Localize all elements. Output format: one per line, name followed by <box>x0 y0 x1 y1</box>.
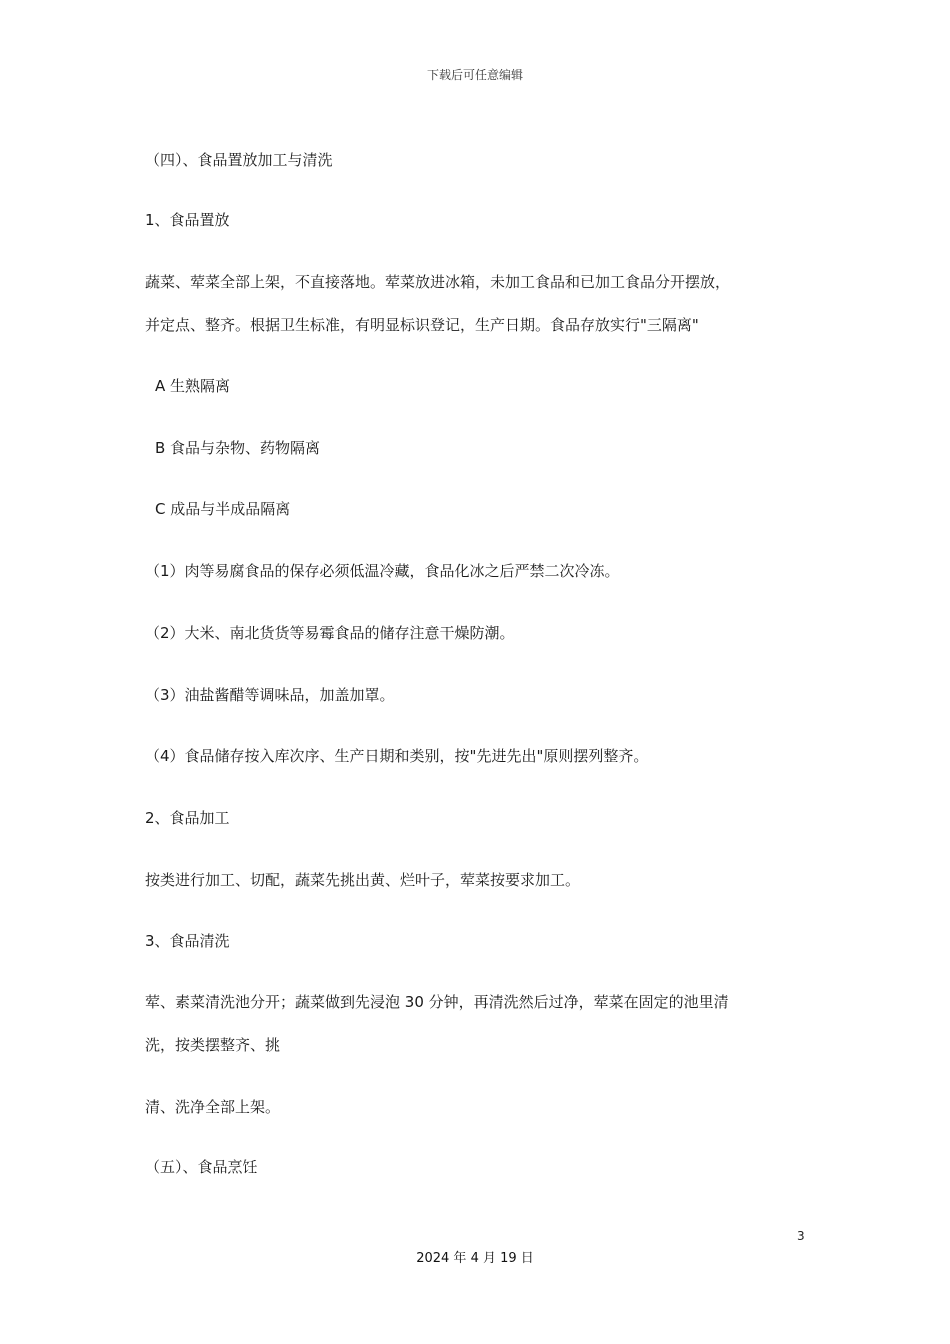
section-heading-5: （五）、食品烹饪 <box>145 1158 258 1176</box>
numbered-item-2: （2）大米、南北货货等易霉食品的储存注意干燥防潮。 <box>145 624 515 642</box>
list-item-a: A 生熟隔离 <box>155 377 231 395</box>
paragraph-line: 荤、素菜清洗池分开；蔬菜做到先浸泡 30 分钟，再清洗然后过净，荤菜在固定的池里清 <box>145 993 729 1011</box>
footer-date: 2024 年 4 月 19 日 <box>416 1251 534 1266</box>
page-number: 3 <box>797 1229 805 1243</box>
list-item-b: B 食品与杂物、药物隔离 <box>155 439 321 457</box>
paragraph-line: 并定点、整齐。根据卫生标准，有明显标识登记，生产日期。食品存放实行"三隔离" <box>145 316 699 334</box>
page-header: 下载后可任意编辑 <box>426 68 523 82</box>
numbered-item-3: （3）油盐酱醋等调味品，加盖加罩。 <box>145 686 395 704</box>
subheading-food-washing: 3、食品清洗 <box>145 932 230 950</box>
numbered-item-4: （4）食品储存按入库次序、生产日期和类别，按"先进先出"原则摆列整齐。 <box>145 747 649 765</box>
list-item-c: C 成品与半成品隔离 <box>155 500 291 518</box>
paragraph-line: 清、洗净全部上架。 <box>145 1098 281 1116</box>
section-heading-4: （四）、食品置放加工与清洗 <box>145 151 333 169</box>
paragraph-line: 按类进行加工、切配，蔬菜先挑出黄、烂叶子，荤菜按要求加工。 <box>145 871 581 889</box>
subheading-food-placement: 1、食品置放 <box>145 211 230 229</box>
numbered-item-1: （1）肉等易腐食品的保存必须低温冷藏，食品化冰之后严禁二次冷冻。 <box>145 562 620 580</box>
paragraph-line: 洗，按类摆整齐、挑 <box>145 1036 281 1054</box>
paragraph-line: 蔬菜、荤菜全部上架，不直接落地。荤菜放进冰箱，未加工食品和已加工食品分开摆放， <box>145 273 731 291</box>
subheading-food-processing: 2、食品加工 <box>145 809 230 827</box>
